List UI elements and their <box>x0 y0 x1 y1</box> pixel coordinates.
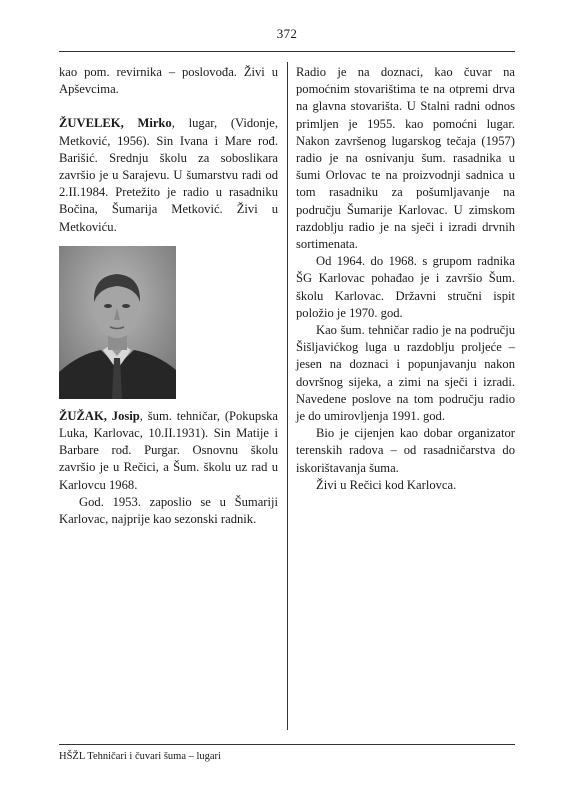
portrait-photo <box>59 246 176 399</box>
paragraph: Živi u Rečici kod Karlovca. <box>316 477 457 492</box>
column-divider <box>287 62 288 730</box>
portrait-image <box>59 246 176 399</box>
left-column <box>59 64 278 528</box>
paragraph: Radio je na doznaci, kao čuvar na pomoćnim stovarištima te na otpremi drva na glavna stovarišta. U Stalni radni odnos primljen je 1955. kao pomoćni lugar. Nakon završenog lugarskog tečaja (1957) radio je na osnivanju šum. rasadnika u šumi Orlovac te na proizvodnji sadnica u tom rasadniku za pošumljavanje na području Šumarije Karlovac. U zimskom razdoblju radio je na sječi i izradi drvnih sortimenata. <box>296 65 515 252</box>
page-number: 372 <box>276 26 298 41</box>
entry-zuzak-paragraph: God. 1953. zaposlio se u Šumariji Karlovac, najprije kao sezonski radnik. <box>59 494 278 527</box>
header-rule <box>59 51 515 52</box>
footer-text: HŠŽL Tehničari i čuvari šuma – lugari <box>59 751 221 762</box>
paragraph: Od 1964. do 1968. s grupom radnika ŠG Karlovac pohađao je i završio Šum. školu Karlovac. Državni stručni ispit položio je 1970. god. <box>296 254 515 320</box>
entry-name: ŽUVELEK, Mirko <box>59 116 172 131</box>
entry-name: ŽUŽAK, Josip <box>59 408 140 423</box>
footer-rule <box>59 744 515 745</box>
right-column <box>296 64 515 494</box>
entry-text: , šum. tehničar, (Pokupska Luka, Karlovac, 10.II.1931). Sin Matije i Barbare rođ. Purgar. Osnovnu školu završio je u Rečici, a Šum. školu uz rad u Karlovcu 1968. <box>59 408 278 492</box>
entry-text: , lugar, (Vidonje, Metković, 1956). Sin Ivana i Mare rođ. Barišić. Srednju školu za soboslikara završio je u Sarajevu. U šumarstvu radi od 2.II.1984. Pretežito je radio u rasadniku Bočina, Šumarija Metković. Živi u Metkoviću. <box>59 116 278 234</box>
entry-zuvelek <box>59 115 278 235</box>
paragraph: Bio je cijenjen kao dobar organizator terenskih radova – od rasadničarstva do iskorištavanja šuma. <box>296 426 515 475</box>
intro-paragraph: kao pom. revirnika – poslovođa. Živi u Apševcima. <box>59 65 278 97</box>
entry-zuzak <box>59 408 278 494</box>
paragraph: Kao šum. tehničar radio je na području Šišljavićkog luga u razdoblju proljeće – jesen na doznaci i popunjavanju nakon dovršnog sijeka, a zimi na sječi i izradi. Navedene poslove na tom području radio je do umirovljenja 1991. god. <box>296 323 515 424</box>
